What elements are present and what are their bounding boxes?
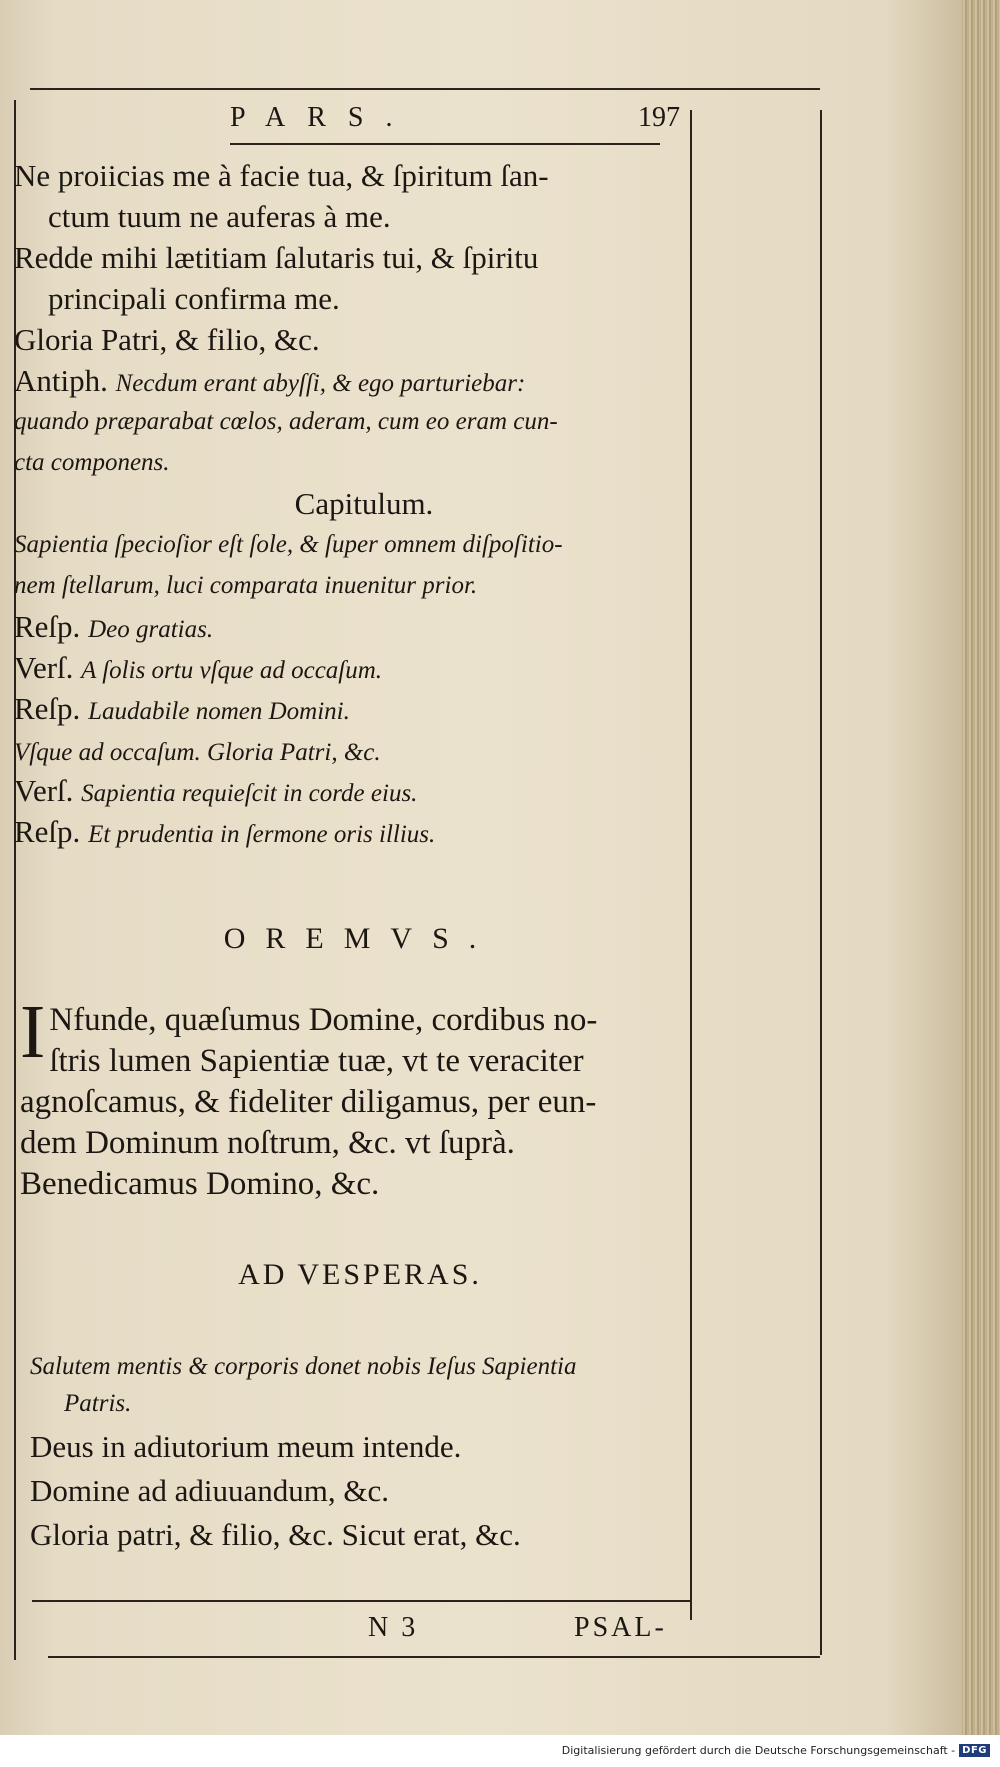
capitulum-line: nem ſtellarum, luci comparata inuenitur prior.	[14, 572, 478, 599]
antiphon-text: Necdum erant abyſſi, & ego parturiebar:	[115, 370, 526, 397]
response-text: Vſque ad occaſum. Gloria Patri, &c.	[14, 739, 381, 766]
drop-cap: I	[20, 990, 46, 1074]
response-text: Et prudentia in ſermone oris illius.	[88, 821, 436, 848]
vesperas-line: Gloria patri, & filio, &c. Sicut erat, &c.	[30, 1517, 521, 1552]
versicle-text: Sapientia requieſcit in corde eius.	[81, 780, 418, 807]
capitulum-line: Sapientia ſpecioſior eſt ſole, & ſuper omnem diſpoſitio-	[14, 531, 563, 558]
prayer-line: ſtris lumen Sapientiæ tuæ, vt te veraciter	[49, 1043, 584, 1079]
invocation-line: Salutem mentis & corporis donet nobis Ieſus Sapientia	[30, 1353, 577, 1380]
versicle-line	[14, 647, 704, 688]
bottom-frame-rule	[32, 1600, 692, 1602]
antiphon-line	[14, 360, 704, 401]
vesperas-block	[30, 1345, 720, 1557]
antiphon-label: Antiph.	[14, 363, 108, 398]
credit-line	[562, 1744, 990, 1757]
response-line	[14, 688, 704, 729]
page-edge	[962, 0, 1000, 1735]
response-text: Laudabile nomen Domini.	[88, 698, 350, 725]
prayer-line: Nfunde, quæſumus Domine, cordibus no-	[49, 1002, 598, 1038]
body-line: principali confirma me.	[48, 281, 340, 316]
response-line	[14, 811, 704, 852]
catchword: PSAL-	[574, 1612, 667, 1643]
body-line: Ne proiicias me à facie tua, & ſpiritum ſan-	[14, 158, 549, 193]
versicle-label: Verſ.	[14, 773, 74, 808]
vesperas-line: Domine ad adiuuandum, &c.	[30, 1473, 389, 1508]
lower-frame-rule	[48, 1656, 820, 1658]
response-text: Deo gratias.	[88, 616, 214, 643]
page-number: 197	[638, 102, 680, 133]
prayer-block	[20, 990, 710, 1205]
versicle-line	[14, 770, 704, 811]
vesperas-heading: AD VESPERAS.	[238, 1258, 482, 1291]
capitulum-heading: Capitulum.	[294, 486, 434, 521]
prayer-line: agnoſcamus, & fideliter diligamus, per eun-	[20, 1084, 597, 1120]
response-label: Reſp.	[14, 609, 81, 644]
header-underline-rule	[230, 143, 660, 145]
body-line: ctum tuum ne auferas à me.	[48, 199, 391, 234]
versicle-text: A ſolis ortu vſque ad occaſum.	[81, 657, 383, 684]
office-text	[14, 155, 704, 852]
page-header	[230, 102, 680, 142]
response-label: Reſp.	[14, 691, 81, 726]
dfg-logo: DFG	[959, 1744, 990, 1757]
antiphon-continuation: quando præparabat cœlos, aderam, cum eo eram cun-	[14, 408, 558, 435]
credit-bar	[0, 1735, 1000, 1767]
response-line	[14, 606, 704, 647]
signature-mark: N 3	[368, 1612, 419, 1643]
running-title: PARS.	[230, 102, 415, 133]
body-line: Redde mihi lætitiam ſalutaris tui, & ſpiritu	[14, 240, 539, 275]
outer-right-frame-rule	[820, 110, 822, 1655]
prayer-line: dem Dominum noſtrum, &c. vt ſuprà.	[20, 1125, 515, 1161]
credit-text: Digitalisierung gefördert durch die Deutsche Forschungsgemeinschaft -	[561, 1744, 956, 1757]
body-line: Gloria Patri, & filio, &c.	[14, 322, 320, 357]
antiphon-continuation: cta componens.	[14, 449, 170, 476]
versicle-label: Verſ.	[14, 650, 74, 685]
response-line	[14, 729, 704, 770]
prayer-line: Benedicamus Domino, &c.	[20, 1166, 380, 1202]
top-frame-rule	[30, 88, 820, 90]
vesperas-line: Deus in adiutorium meum intende.	[30, 1429, 462, 1464]
invocation-line: Patris.	[64, 1390, 132, 1417]
oremus-heading: OREMVS.	[223, 922, 497, 955]
response-label: Reſp.	[14, 814, 81, 849]
